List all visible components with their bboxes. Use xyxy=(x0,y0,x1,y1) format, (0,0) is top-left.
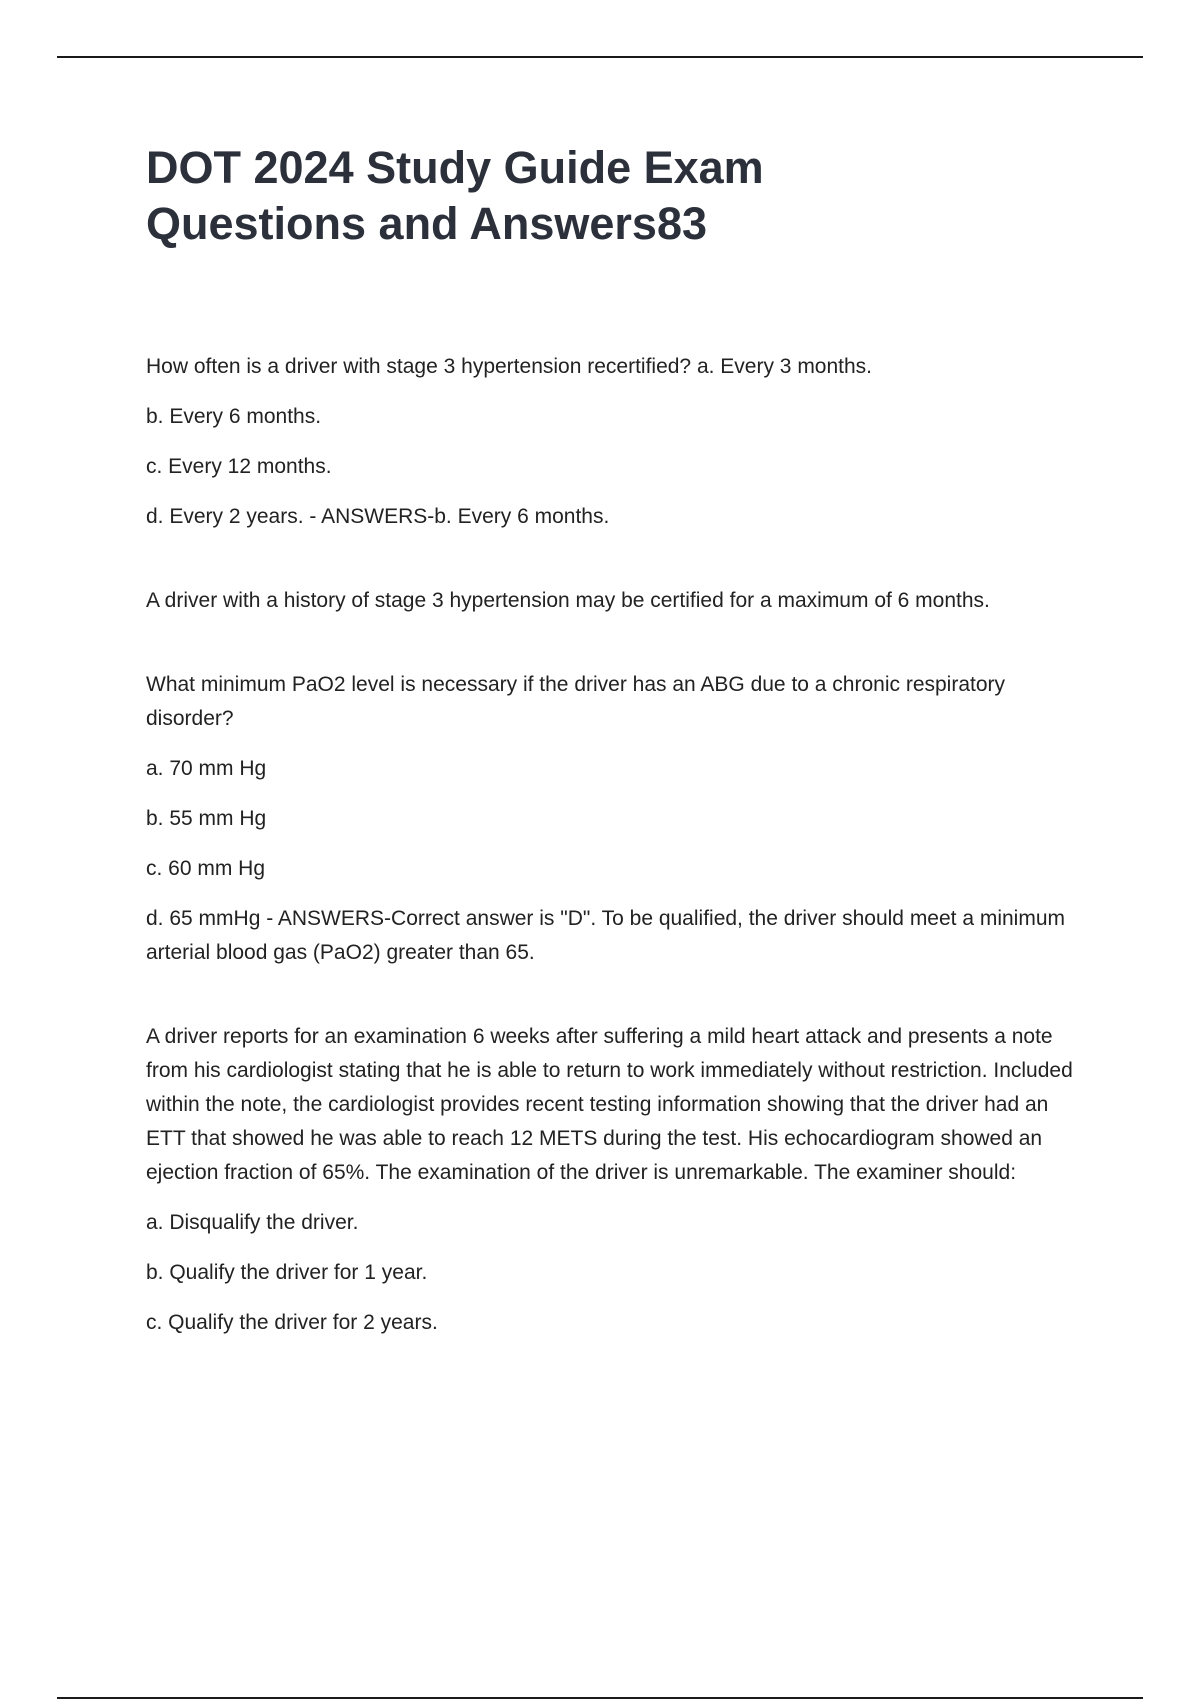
top-rule xyxy=(57,56,1143,58)
explanation-text: A driver with a history of stage 3 hypertension may be certified for a maximum of 6 months. xyxy=(146,589,990,612)
answer-option: a. Disqualify the driver. xyxy=(146,1211,359,1234)
qa-block-pao2-question xyxy=(146,668,1086,970)
answer-option: b. Every 6 months. xyxy=(146,405,322,428)
document-title: DOT 2024 Study Guide Exam Questions and Answers83 xyxy=(146,142,764,249)
question-text: A driver reports for an examination 6 weeks after suffering a mild heart attack and presents a note from his cardiologist stating that he is able to return to work immediately without restriction. Included within the note, the cardiologist provides recent testing information showing that the driver had an ETT that showed he was able to reach 12 METS during the test. His echocardiogram showed an ejection fraction of 65%. The examination of the driver is unremarkable. The examiner should: xyxy=(146,1025,1073,1184)
answer-option: a. 70 mm Hg xyxy=(146,757,267,780)
answer-option: b. Qualify the driver for 1 year. xyxy=(146,1261,428,1284)
answer-option: d. Every 2 years. - ANSWERS-b. Every 6 months. xyxy=(146,505,610,528)
qa-block-hypertension-question xyxy=(146,350,1086,534)
answer-option: b. 55 mm Hg xyxy=(146,807,267,830)
document-content xyxy=(146,140,1086,1390)
qa-block-heart-attack-question xyxy=(146,1020,1086,1340)
answer-option: c. Qualify the driver for 2 years. xyxy=(146,1311,438,1334)
question-text: What minimum PaO2 level is necessary if the driver has an ABG due to a chronic respiratory disorder? xyxy=(146,673,1006,730)
answer-option: c. Every 12 months. xyxy=(146,455,332,478)
answer-option: c. 60 mm Hg xyxy=(146,857,266,880)
question-text: How often is a driver with stage 3 hypertension recertified? a. Every 3 months. xyxy=(146,355,873,378)
qa-list xyxy=(146,350,1086,1340)
bottom-rule xyxy=(57,1697,1143,1699)
answer-option: d. 65 mmHg - ANSWERS-Correct answer is "D". To be qualified, the driver should meet a minimum arterial blood gas (PaO2) greater than 65. xyxy=(146,907,1066,964)
qa-block-hypertension-note xyxy=(146,584,1086,618)
